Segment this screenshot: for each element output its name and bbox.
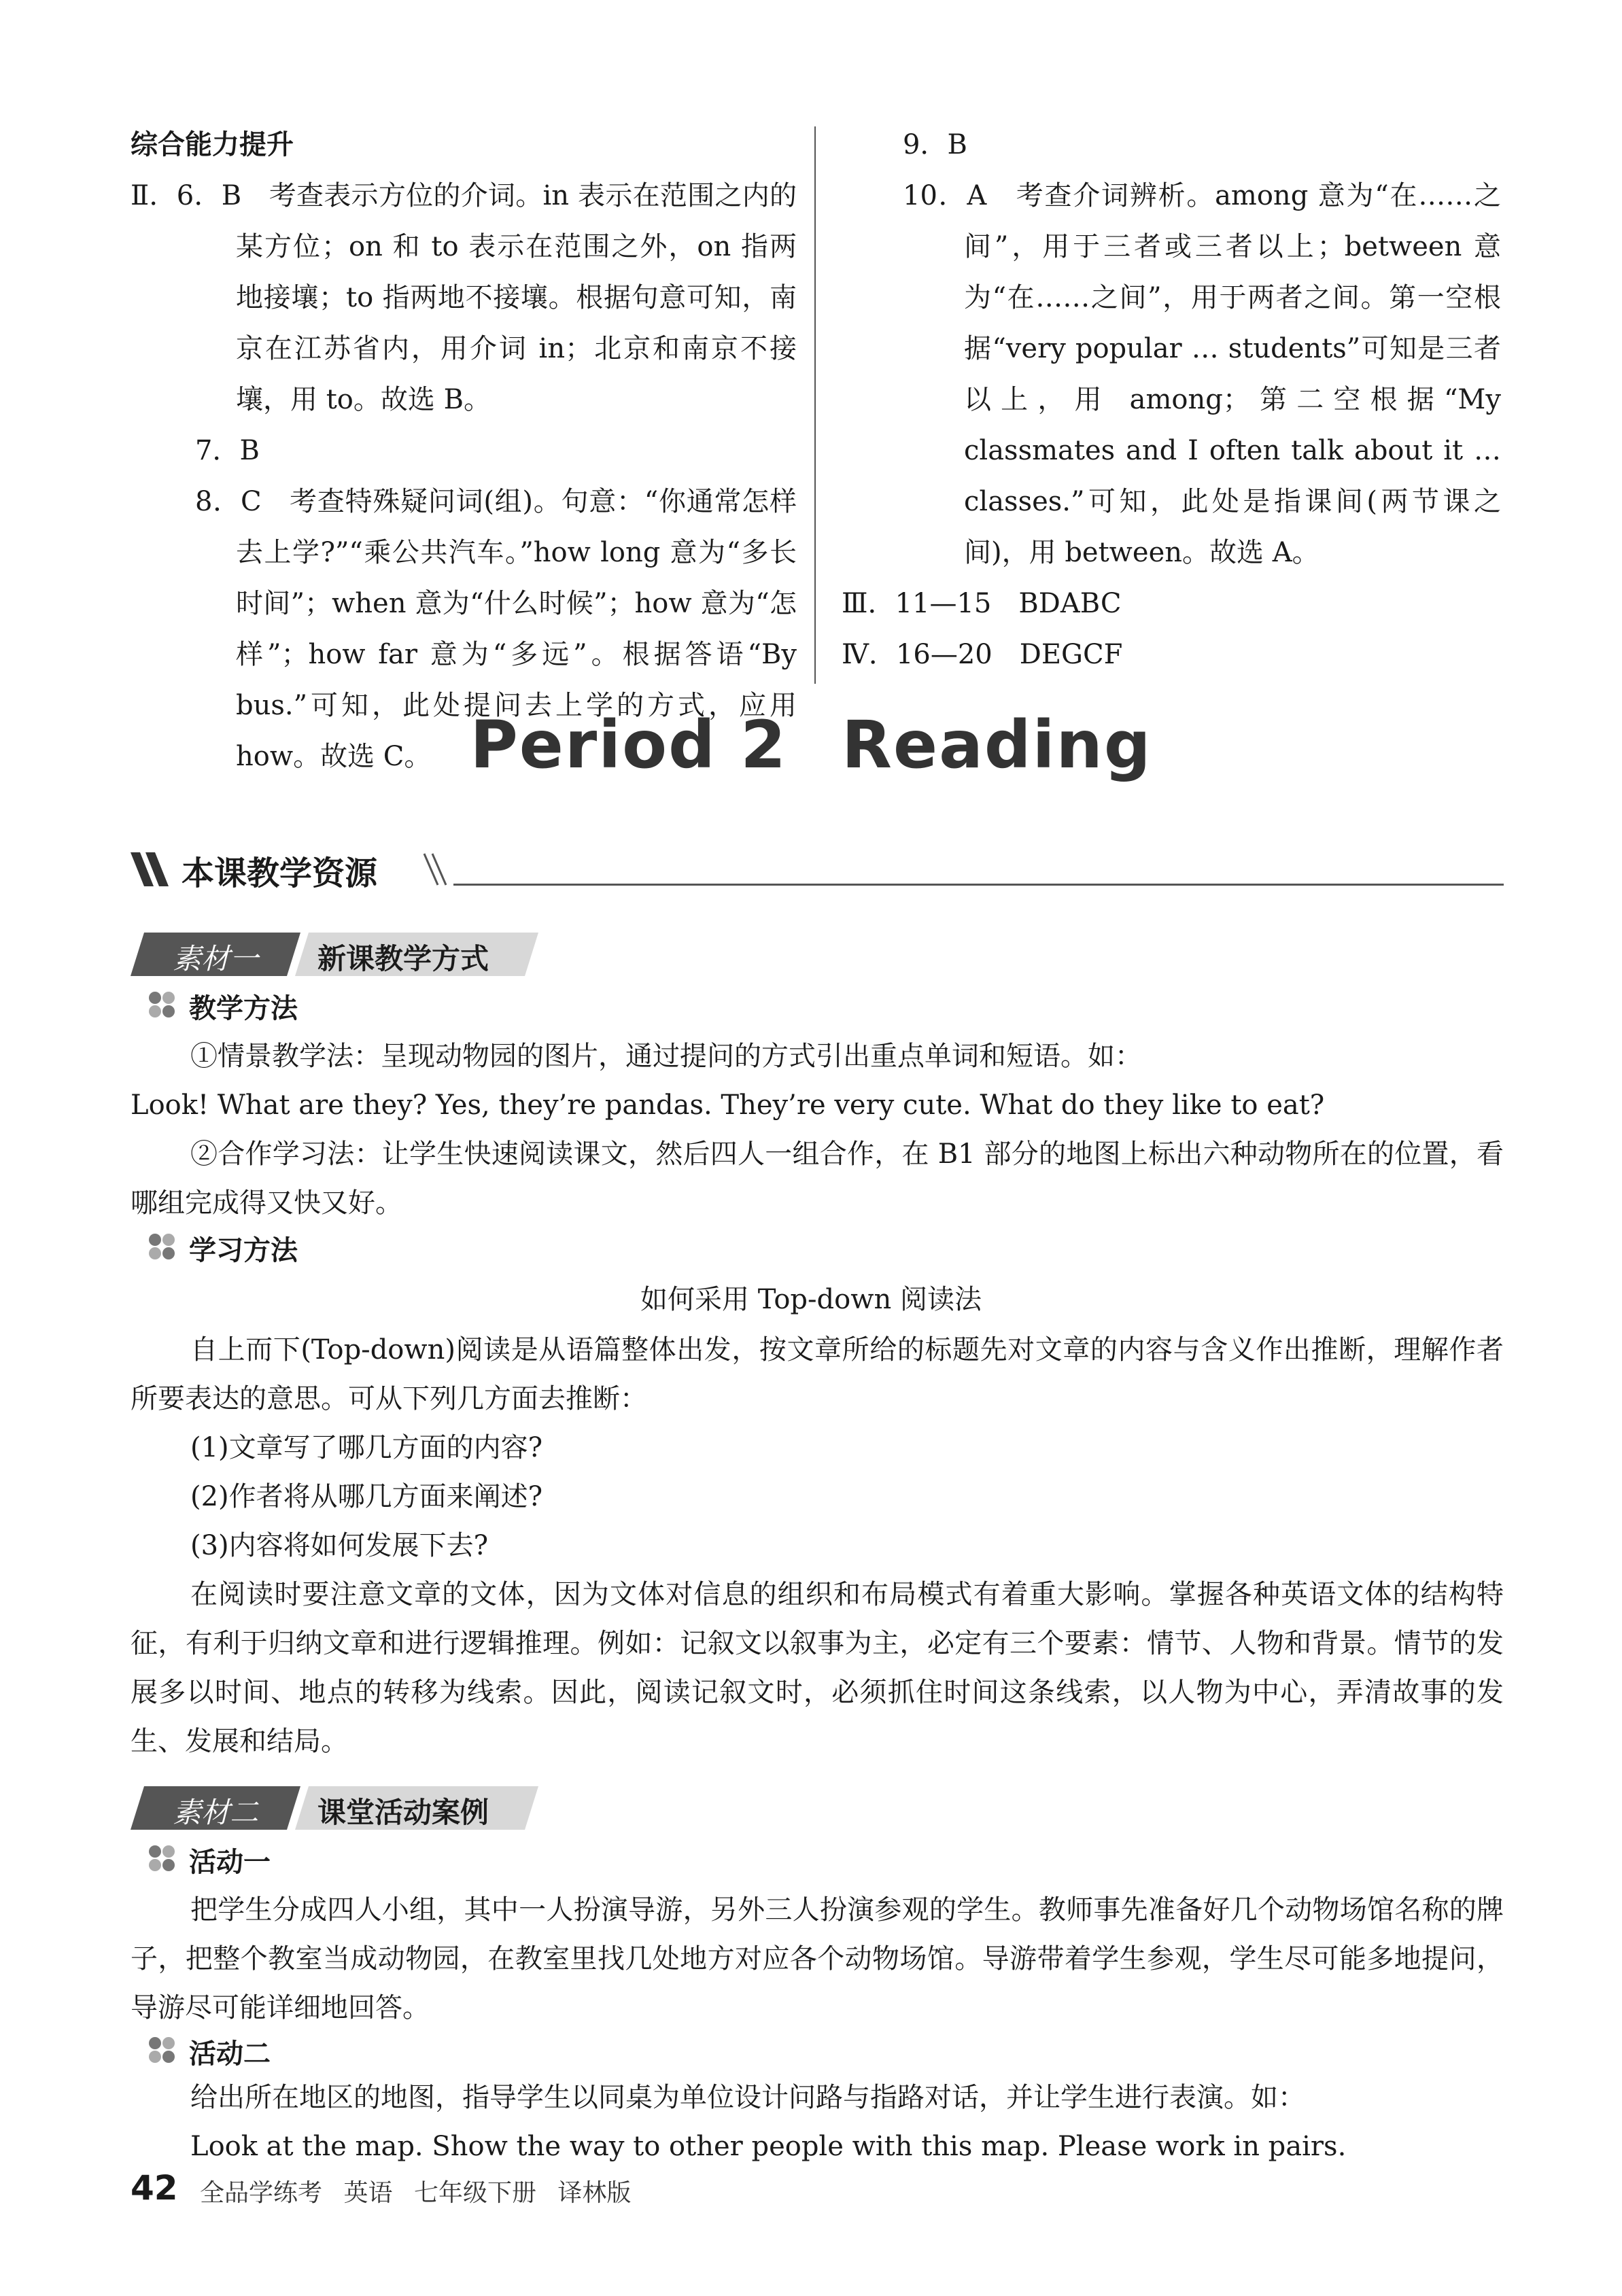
- topdown-title: 如何采用 Top-down 阅读法: [640, 1284, 982, 1315]
- clover-bullet-icon: [147, 2035, 178, 2066]
- paragraph-example-english: Look! What are they? Yes, they’re pandas. They’re very cute. What do they like to eat?: [131, 1090, 1325, 1121]
- double-slash-icon: [131, 852, 171, 886]
- clover-bullet-icon: [147, 1843, 178, 1875]
- footer-grade: 七年级下册: [413, 2179, 536, 2207]
- answer-section-4: Ⅳ．16—20 DEGCF: [842, 639, 1123, 670]
- subheading-activity-1: [189, 1841, 271, 1879]
- paragraph-cooperative: ②合作学习法：让学生快速阅读课文，然后四人一组合作，在 B1 部分的地图上标出六种动物所在的位置，看哪组完成得又快又好。: [131, 1138, 1504, 1219]
- question-1: (1)文章写了哪几方面的内容?: [190, 1432, 543, 1463]
- answer-item-9: 9．B: [903, 129, 967, 160]
- answers-left-column: [131, 120, 797, 782]
- period-heading: [0, 707, 1622, 783]
- material-1-title: 新课教学方式: [317, 942, 489, 975]
- answer-item-10: 10．A 考查介词辨析。among 意为“在……之间”，用于三者或三者以上；between 意为“在……之间”，用于两者之间。第一空根据“very popular … students”可知是三者以上，用 among；第二空根据“My classmates and I often talk about it … classes.”可知，此处是指课间(两节课之间)，用 between。故选 A。: [903, 180, 1501, 568]
- question-3: (3)内容将如何发展下去?: [190, 1530, 489, 1561]
- section-title: 综合能力提升: [131, 129, 294, 160]
- material-1-label: 素材一: [173, 942, 259, 975]
- material-2-label: 素材二: [173, 1796, 259, 1829]
- material-2-tag: [131, 1786, 552, 1830]
- answers-right-column: [842, 120, 1501, 680]
- subheading-activity-2: [189, 2032, 271, 2071]
- resources-title: 本课教学资源: [182, 854, 378, 892]
- resources-header: [131, 843, 1504, 897]
- subheading-teaching-method: [189, 987, 298, 1026]
- paragraph-genre: 在阅读时要注意文章的文体，因为文体对信息的组织和布局模式有着重大影响。掌握各种英语文体的结构特征，有利于归纳文章和进行逻辑推理。例如：记叙文以叙事为主，必定有三个要素：情节、人物和背景。情节的发展多以时间、地点的转移为线索。因此，阅读记叙文时，必须抓住时间这条线索，以人物为中心，弄清故事的发生、发展和结局。: [131, 1579, 1504, 1757]
- page-number: 42: [131, 2168, 178, 2208]
- paragraph-activity-2-example: Look at the map. Show the way to other people with this map. Please work in pairs.: [190, 2131, 1347, 2162]
- period-number: Period 2: [470, 707, 788, 783]
- subheading-text: 活动一: [189, 1847, 271, 1878]
- footer-subject: 英语: [343, 2179, 393, 2207]
- paragraph-situational: ①情景教学法：呈现动物园的图片，通过提问的方式引出重点单词和短语。如：: [190, 1041, 1142, 1072]
- resources-rule: [453, 884, 1504, 886]
- period-topic: Reading: [842, 707, 1152, 783]
- paragraph-topdown: 自上而下(Top-down)阅读是从语篇整体出发，按文章所给的标题先对文章的内容与含义作出推断，理解作者所要表达的意思。可从下列几方面去推断：: [131, 1334, 1504, 1414]
- column-divider: [814, 126, 816, 684]
- answer-item-6: Ⅱ．6．B 考查表示方位的介词。in 表示在范围之内的某方位；on 和 to 表示在范围之外，on 指两地接壤；to 指两地不接壤。根据句意可知，南京在江苏省内，用介词 in；北京和南京不接壤，用 to。故选 B。: [131, 180, 797, 415]
- paragraph-activity-1: 把学生分成四人小组，其中一人扮演导游，另外三人扮演参观的学生。教师事先准备好几个动物场馆名称的牌子，把整个教室当成动物园，在教室里找几处地方对应各个动物场馆。导游带着学生参观，学生尽可能多地提问，导游尽可能详细地回答。: [131, 1894, 1504, 2023]
- clover-bullet-icon: [147, 990, 178, 1021]
- answer-section-3: Ⅲ．11—15 BDABC: [842, 588, 1122, 619]
- footer-book: 全品学练考: [200, 2179, 323, 2207]
- subheading-text: 学习方法: [189, 1235, 298, 1266]
- answer-item-8: 8．C 考查特殊疑问词(组)。句意：“你通常怎样去上学?”“乘公共汽车。”how long 意为“多长时间”；when 意为“什么时候”；how 意为“怎样”；how far 意为“多远”。根据答语“By bus.”可知，此处提问去上学的方式，应用 how。故选 C。: [195, 486, 797, 772]
- subheading-text: 活动二: [189, 2038, 271, 2070]
- clover-bullet-icon: [147, 1232, 178, 1263]
- thin-slash-icon: [423, 852, 457, 886]
- footer-book-info: [200, 2174, 631, 2208]
- question-2: (2)作者将从哪几方面来阐述?: [190, 1481, 543, 1512]
- answer-item-7: 7．B: [195, 435, 260, 466]
- paragraph-activity-2: 给出所在地区的地图，指导学生以同桌为单位设计问路与指路对话，并让学生进行表演。如：: [190, 2082, 1305, 2113]
- subheading-learning-method: [189, 1229, 298, 1268]
- material-1-tag: [131, 933, 552, 976]
- material-2-title: 课堂活动案例: [317, 1796, 489, 1829]
- footer-edition: 译林版: [557, 2179, 632, 2207]
- subheading-text: 教学方法: [189, 993, 298, 1024]
